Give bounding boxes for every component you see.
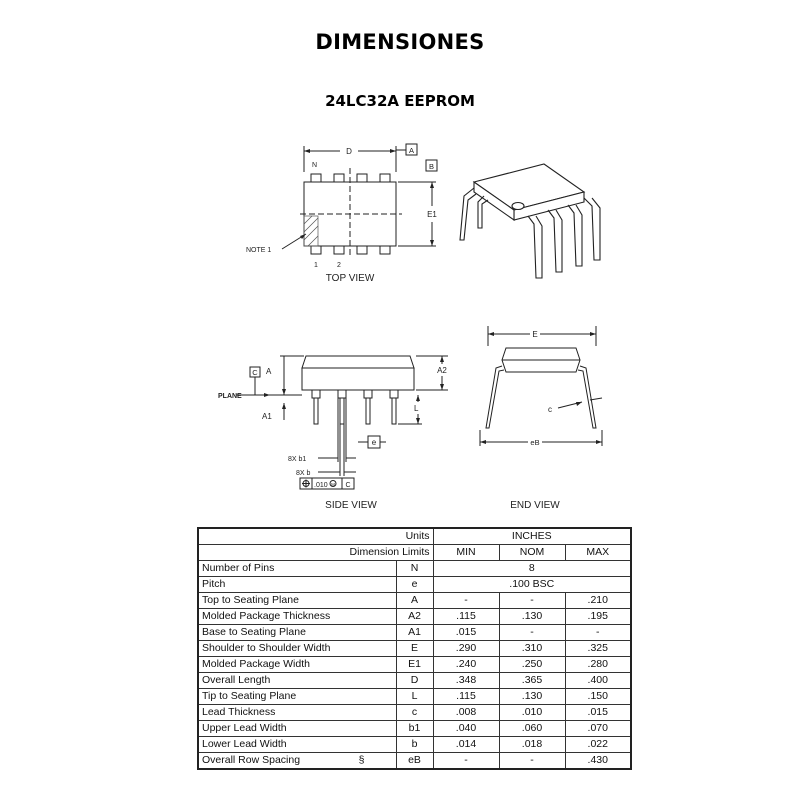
table-row bbox=[198, 641, 631, 657]
row-name bbox=[198, 593, 396, 609]
table-row bbox=[198, 657, 631, 673]
row-max: .400 bbox=[565, 673, 631, 689]
table-row bbox=[198, 609, 631, 625]
row-nom: .130 bbox=[499, 609, 565, 625]
row-name bbox=[198, 641, 396, 657]
row-name-text: Number of Pins bbox=[202, 562, 275, 574]
row-nom: - bbox=[499, 625, 565, 641]
col-min-header: MIN bbox=[433, 545, 499, 561]
row-name-text: Pitch bbox=[202, 578, 226, 590]
row-symbol: E bbox=[396, 641, 433, 657]
row-name-text: Shoulder to Shoulder Width bbox=[202, 642, 331, 654]
table-header-row bbox=[198, 528, 631, 545]
row-name-text: Overall Length bbox=[202, 674, 271, 686]
row-nom: .310 bbox=[499, 641, 565, 657]
top-view-caption: TOP VIEW bbox=[325, 273, 375, 284]
row-name bbox=[198, 657, 396, 673]
top-view-drawing bbox=[240, 138, 440, 278]
row-min: .014 bbox=[433, 737, 499, 753]
side-view-drawing bbox=[214, 340, 454, 500]
row-nom: .060 bbox=[499, 721, 565, 737]
table-row bbox=[198, 721, 631, 737]
row-value: 8 bbox=[433, 561, 631, 577]
row-min: .008 bbox=[433, 705, 499, 721]
side-view-tolerance-value: .010 bbox=[314, 482, 328, 489]
row-min: - bbox=[433, 593, 499, 609]
table-header-row bbox=[198, 545, 631, 561]
row-nom: .365 bbox=[499, 673, 565, 689]
row-min: .348 bbox=[433, 673, 499, 689]
row-name-text: Base to Seating Plane bbox=[202, 626, 306, 638]
side-view-e-label: e bbox=[371, 438, 377, 447]
side-view-b1-label: 8X b1 bbox=[288, 456, 307, 463]
table-row bbox=[198, 737, 631, 753]
top-view-d-label: D bbox=[346, 147, 352, 156]
side-view-b-label: 8X b bbox=[296, 470, 311, 477]
row-name bbox=[198, 673, 396, 689]
page-subtitle: 24LC32A EEPROM bbox=[325, 92, 475, 110]
row-nom: .010 bbox=[499, 705, 565, 721]
row-nom: .130 bbox=[499, 689, 565, 705]
table-row bbox=[198, 625, 631, 641]
row-name-text: Molded Package Thickness bbox=[202, 610, 331, 622]
top-view-pin2-label: 2 bbox=[337, 262, 341, 269]
row-value: .100 BSC bbox=[433, 577, 631, 593]
row-nom: - bbox=[499, 593, 565, 609]
side-view-a-label: A bbox=[266, 367, 272, 376]
row-max: .150 bbox=[565, 689, 631, 705]
table-row bbox=[198, 689, 631, 705]
package-3d-drawing bbox=[450, 158, 610, 298]
row-name bbox=[198, 705, 396, 721]
units-value: INCHES bbox=[433, 528, 631, 545]
dimensions-table bbox=[197, 527, 632, 770]
side-view-c-datum: C bbox=[252, 368, 258, 377]
row-nom: .250 bbox=[499, 657, 565, 673]
top-view-datum-a: A bbox=[408, 146, 415, 155]
row-max: .015 bbox=[565, 705, 631, 721]
row-min: .015 bbox=[433, 625, 499, 641]
side-view-a1-label: A1 bbox=[262, 412, 272, 421]
row-min: .115 bbox=[433, 689, 499, 705]
col-nom-header: NOM bbox=[499, 545, 565, 561]
end-view-drawing bbox=[472, 322, 612, 452]
row-max: - bbox=[565, 625, 631, 641]
row-name-text: Tip to Seating Plane bbox=[202, 690, 297, 702]
table-row bbox=[198, 753, 631, 770]
row-symbol: eB bbox=[396, 753, 433, 770]
row-name-text: Overall Row Spacing bbox=[202, 754, 301, 766]
side-view-plane-label: PLANE bbox=[218, 393, 242, 400]
row-nom: .018 bbox=[499, 737, 565, 753]
row-symbol: A1 bbox=[396, 625, 433, 641]
row-marker: § bbox=[358, 754, 365, 766]
row-name-text: Upper Lead Width bbox=[202, 722, 287, 734]
row-min: .240 bbox=[433, 657, 499, 673]
page-title: DIMENSIONES bbox=[315, 30, 485, 54]
table-row bbox=[198, 705, 631, 721]
top-view-note-label: NOTE 1 bbox=[246, 247, 272, 254]
row-symbol: b bbox=[396, 737, 433, 753]
side-view-tolerance-mod: M bbox=[331, 482, 335, 487]
row-symbol: A2 bbox=[396, 609, 433, 625]
row-max: .070 bbox=[565, 721, 631, 737]
row-name-text: Lower Lead Width bbox=[202, 738, 287, 750]
row-symbol: A bbox=[396, 593, 433, 609]
row-max: .210 bbox=[565, 593, 631, 609]
table-row bbox=[198, 577, 631, 593]
end-view-e-label: E bbox=[532, 330, 538, 339]
row-name-text: Top to Seating Plane bbox=[202, 594, 299, 606]
side-view-tolerance-datum: C bbox=[345, 482, 351, 489]
row-nom: - bbox=[499, 753, 565, 770]
top-view-datum-b: B bbox=[428, 162, 435, 171]
row-symbol: D bbox=[396, 673, 433, 689]
end-view-c-label: c bbox=[548, 405, 552, 414]
row-name bbox=[198, 689, 396, 705]
side-view-l-label: L bbox=[414, 404, 419, 413]
row-name-text: Lead Thickness bbox=[202, 706, 276, 718]
row-symbol: E1 bbox=[396, 657, 433, 673]
row-max: .325 bbox=[565, 641, 631, 657]
row-name bbox=[198, 721, 396, 737]
row-min: .290 bbox=[433, 641, 499, 657]
row-symbol: c bbox=[396, 705, 433, 721]
dimension-limits-label: Dimension Limits bbox=[198, 545, 433, 561]
row-name bbox=[198, 737, 396, 753]
row-max: .430 bbox=[565, 753, 631, 770]
top-view-pin1-label: 1 bbox=[314, 262, 318, 269]
row-name-text: Molded Package Width bbox=[202, 658, 310, 670]
row-symbol: b1 bbox=[396, 721, 433, 737]
table-row bbox=[198, 673, 631, 689]
row-symbol: L bbox=[396, 689, 433, 705]
row-max: .280 bbox=[565, 657, 631, 673]
table-row bbox=[198, 593, 631, 609]
row-symbol: N bbox=[396, 561, 433, 577]
row-symbol: e bbox=[396, 577, 433, 593]
side-view-a2-label: A2 bbox=[437, 366, 447, 375]
table-row bbox=[198, 561, 631, 577]
row-max: .195 bbox=[565, 609, 631, 625]
row-min: .115 bbox=[433, 609, 499, 625]
col-max-header: MAX bbox=[565, 545, 631, 561]
row-min: .040 bbox=[433, 721, 499, 737]
top-view-n-label: N bbox=[312, 162, 318, 169]
end-view-eb-label: eB bbox=[530, 438, 540, 447]
row-name bbox=[198, 625, 396, 641]
row-name bbox=[198, 753, 396, 770]
row-max: .022 bbox=[565, 737, 631, 753]
row-min: - bbox=[433, 753, 499, 770]
top-view-e1-label: E1 bbox=[427, 210, 437, 219]
row-name bbox=[198, 609, 396, 625]
side-view-caption: SIDE VIEW bbox=[325, 500, 377, 511]
row-name bbox=[198, 561, 396, 577]
row-name bbox=[198, 577, 396, 593]
end-view-caption: END VIEW bbox=[510, 500, 560, 511]
units-label: Units bbox=[198, 528, 433, 545]
